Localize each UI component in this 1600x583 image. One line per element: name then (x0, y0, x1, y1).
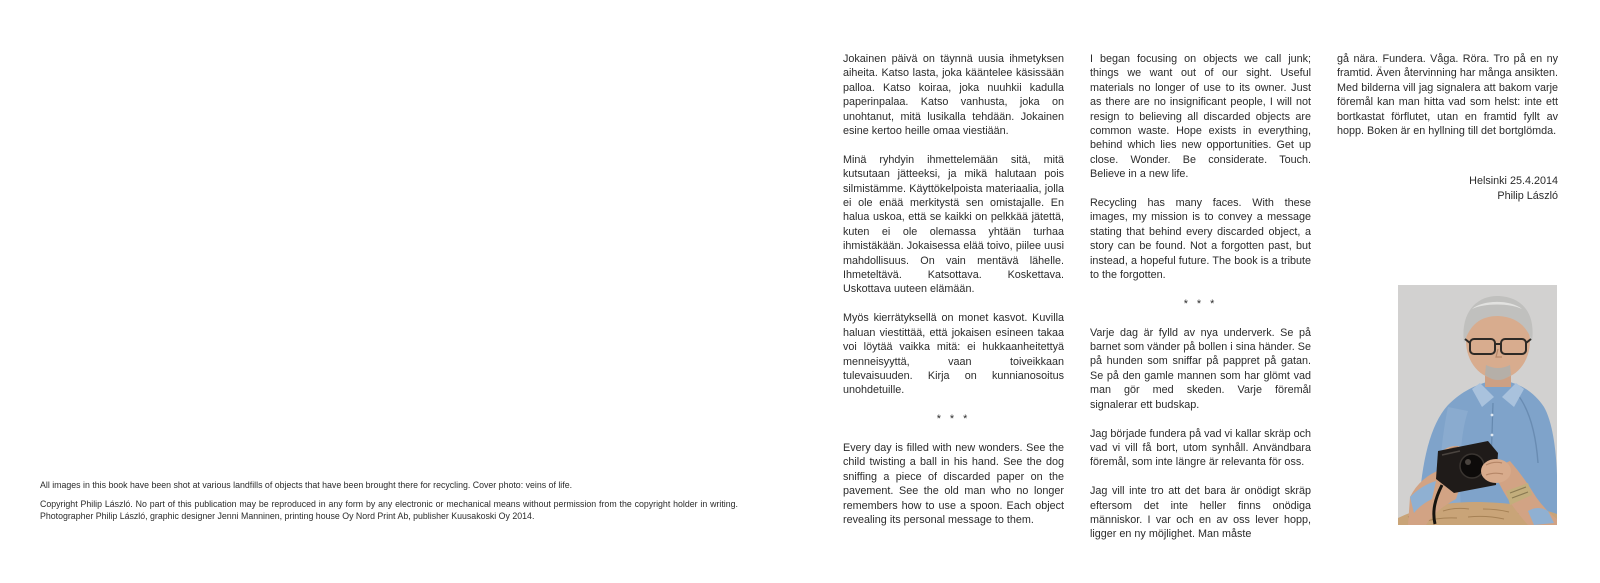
paragraph-swedish-2: Jag började fundera på vad vi kallar skräp och vad vi vill få bort, utom synhåll. Användbara föremål, som inte längre är relevanta för oss. (1090, 427, 1311, 469)
byline (1337, 174, 1558, 203)
paragraph-finnish-1: Jokainen päivä on täynnä uusia ihmetyksen aiheita. Katso lasta, joka kääntelee käsissään palloa. Katso koiraa, joka nuuhkii kadulla paperinpalaa. Katso vanhusta, joka on unohtanut, mitä lusikalla tehdään. Jokainen esine kertoo heille omaa viestiään. (843, 53, 1064, 138)
text-column-1-finnish (843, 52, 1064, 542)
paragraph-swedish-3: Jag vill inte tro att det bara är onödigt skräp eftersom det inte heller finns onödiga människor. I var och en av oss lever hopp, ligger en ny möjlighet. Man måste (1090, 485, 1311, 541)
text-column-2-english-swedish (1090, 52, 1311, 556)
paragraph-swedish-4: gå nära. Fundera. Våga. Röra. Tro på en ny framtid. Även återvinning har många ansikten. Med bilderna vill jag signalera att bakom varje föremål kan man hitta vad som helst: inte ett bortkastat förflutet, utan en framtid fyllt av hopp. Boken är en hyllning till det bortglömda. (1337, 53, 1558, 138)
section-separator: * * * (1183, 297, 1218, 310)
section-separator: * * * (936, 413, 971, 426)
paragraph-english-1: Every day is filled with new wonders. See the child twisting a ball in his hand. See the dog sniffing a piece of discarded paper on the pavement. See the old man who no longer remembers how to use a spoon. Each object revealing its personal message to them. (843, 441, 1064, 526)
paragraph-swedish-1: Varje dag är fylld av nya underverk. Se på barnet som vänder på bollen i sina händer. Se på hunden som sniffar på pappret på gatan. Se på den gamle mannen som har glömt vad man gör med skeden. Varje föremål signalerar ett budskap. (1090, 326, 1311, 411)
paragraph-finnish-3: Myös kierrätyksellä on monet kasvot. Kuvilla haluan viestittää, että jokaisen esineen takaa voi löytää vaikka mitä: ei hukkaanheitettyä menneisyyttä, vaan toiveikkaan tulevaisuuden. Kirja on kunnianosoitus unohdetuille. (843, 312, 1064, 397)
byline-place-date: Helsinki 25.4.2014 (1469, 175, 1558, 188)
image-credit-note: All images in this book have been shot at various landfills of objects that have been brought there for recycling. Cover photo: veins of life. (40, 480, 573, 490)
camera-lens (1460, 454, 1484, 478)
copyright-text: Copyright Philip László. No part of this publication may be reproduced in any form by any electronic or mechanical means without permission from the copyright holder in writing. Photographer Philip László, graphic designer Jenni Manninen, printing house Oy Nord Print Ab, publisher Kuusakoski Oy 2014. (40, 499, 738, 521)
author-portrait-photo (1398, 285, 1557, 525)
paragraph-finnish-2: Minä ryhdyin ihmettelemään sitä, mitä kutsutaan jätteeksi, ja mikä halutaan pois silmistämme. Käyttökelpoista materiaalia, jolla ei ole enää merkitystä sen omistajalle. En halua uskoa, että se kaikki on pelkkää jätettä, kuten ei ole olemassa yhtään turhaa ihmistäkään. Jokaisessa elää toivo, piilee uusi mahdollisuus. On vain mentävä lähelle. Ihmeteltävä. Katsottava. Koskettava. Uskottava uuteen elämään. (843, 153, 1064, 296)
text-column-3-swedish (1337, 52, 1558, 203)
byline-author: Philip László (1497, 189, 1558, 202)
paragraph-english-2: I began focusing on objects we call junk; things we want out of our sight. Useful materials no longer of use to its owner. Just as there are no insignificant people, I will not resign to believing all discarded objects are common waste. Hope exists in everything, behind which lies new opportunities. Get up close. Wonder. Be considerate. Touch. Believe in a new life. (1090, 53, 1311, 181)
paragraph-english-3: Recycling has many faces. With these images, my mission is to convey a message stating that behind every discarded object, a story can be found. Not a forgotten past, but instead, a hopeful future. The book is a tribute to the forgotten. (1090, 197, 1311, 282)
portrait-illustration (1398, 285, 1557, 525)
